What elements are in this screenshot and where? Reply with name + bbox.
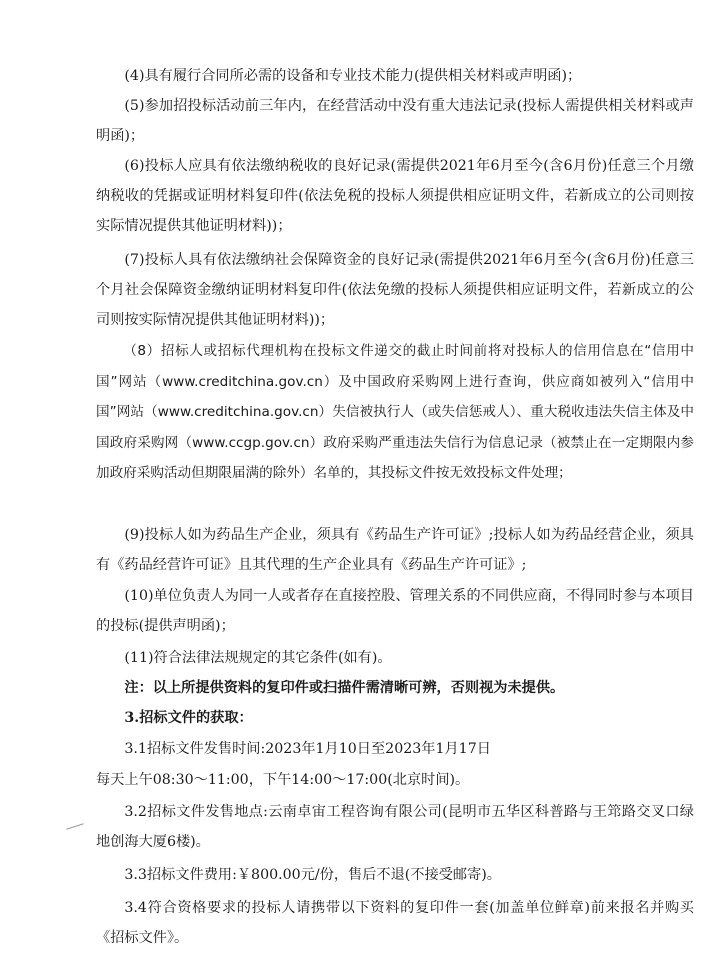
- clause-9: (9)投标人如为药品生产企业，须具有《药品生产许可证》;投标人如为药品经营企业，须具有《药品经营许可证》且其代理的生产企业具有《药品生产许可证》;: [96, 527, 694, 573]
- section-3-1-hours: 每天上午08:30～11:00，下午14:00～17:00(北京时间)。: [96, 772, 470, 788]
- scan-mark: [66, 823, 83, 830]
- clause-5: (5)参加招投标活动前三年内，在经营活动中没有重大违法记录(投标人需提供相关材料或声明函)；: [96, 98, 694, 144]
- clause-11: (11)符合法律法规规定的其它条件(如有)。: [124, 650, 392, 666]
- clause-8: （8）招标人或招标代理机构在投标文件递交的截止时间前将对投标人的信用信息在“信用中国”网站（www.creditchina.gov.cn）及中国政府采购网上进行查询，供应商如被列入“信用中国”网站（www.creditchina.gov.cn）失信被执行人（或失信惩戒人）、重大税收违法失信主体及中国政府采购网（www.ccgp.gov.cn）政府采购严重违法失信行为信息记录（被禁止在一定期限内参加政府采购活动但期限届满的除外）名单的，其投标文件按无效投标文件处理；: [96, 343, 694, 481]
- clause-7: (7)投标人具有依法缴纳社会保障资金的良好记录(需提供2021年6月至今(含6月份)任意三个月社会保障资金缴纳证明材料复印件(依法免缴的投标人须提供相应证明文件，若新成立的公司则按实际情况提供其他证明材料))；: [96, 252, 694, 328]
- section-3-4: 3.4符合资格要求的投标人请携带以下资料的复印件一套(加盖单位鲜章)前来报名并购买《招标文件》。: [96, 900, 694, 946]
- clause-4: (4)具有履行合同所必需的设备和专业技术能力(提供相关材料或声明函)；: [124, 68, 582, 84]
- section-3-3: 3.3招标文件费用:￥800.00元/份，售后不退(不接受邮寄)。: [124, 867, 501, 883]
- note: 注：以上所提供资料的复印件或扫描件需清晰可辨，否则视为未提供。: [124, 680, 565, 696]
- section-3-heading: 3.招标文件的获取：: [124, 710, 253, 726]
- clause-6: (6)投标人应具有依法缴纳税收的良好记录(需提供2021年6月至今(含6月份)任意三个月缴纳税收的凭据或证明材料复印件(依法免税的投标人须提供相应证明文件，若新成立的公司则按实际情况提供其他证明材料))；: [96, 158, 694, 234]
- section-3-1: 3.1招标文件发售时间:2023年1月10日至2023年1月17日: [124, 741, 491, 757]
- section-3-2: 3.2招标文件发售地点:云南卓宙工程咨询有限公司(昆明市五华区科普路与王筇路交叉口绿地创海大厦6楼)。: [96, 804, 694, 850]
- clause-10: (10)单位负责人为同一人或者存在直接控股、管理关系的不同供应商，不得同时参与本项目的投标(提供声明函)；: [96, 588, 694, 634]
